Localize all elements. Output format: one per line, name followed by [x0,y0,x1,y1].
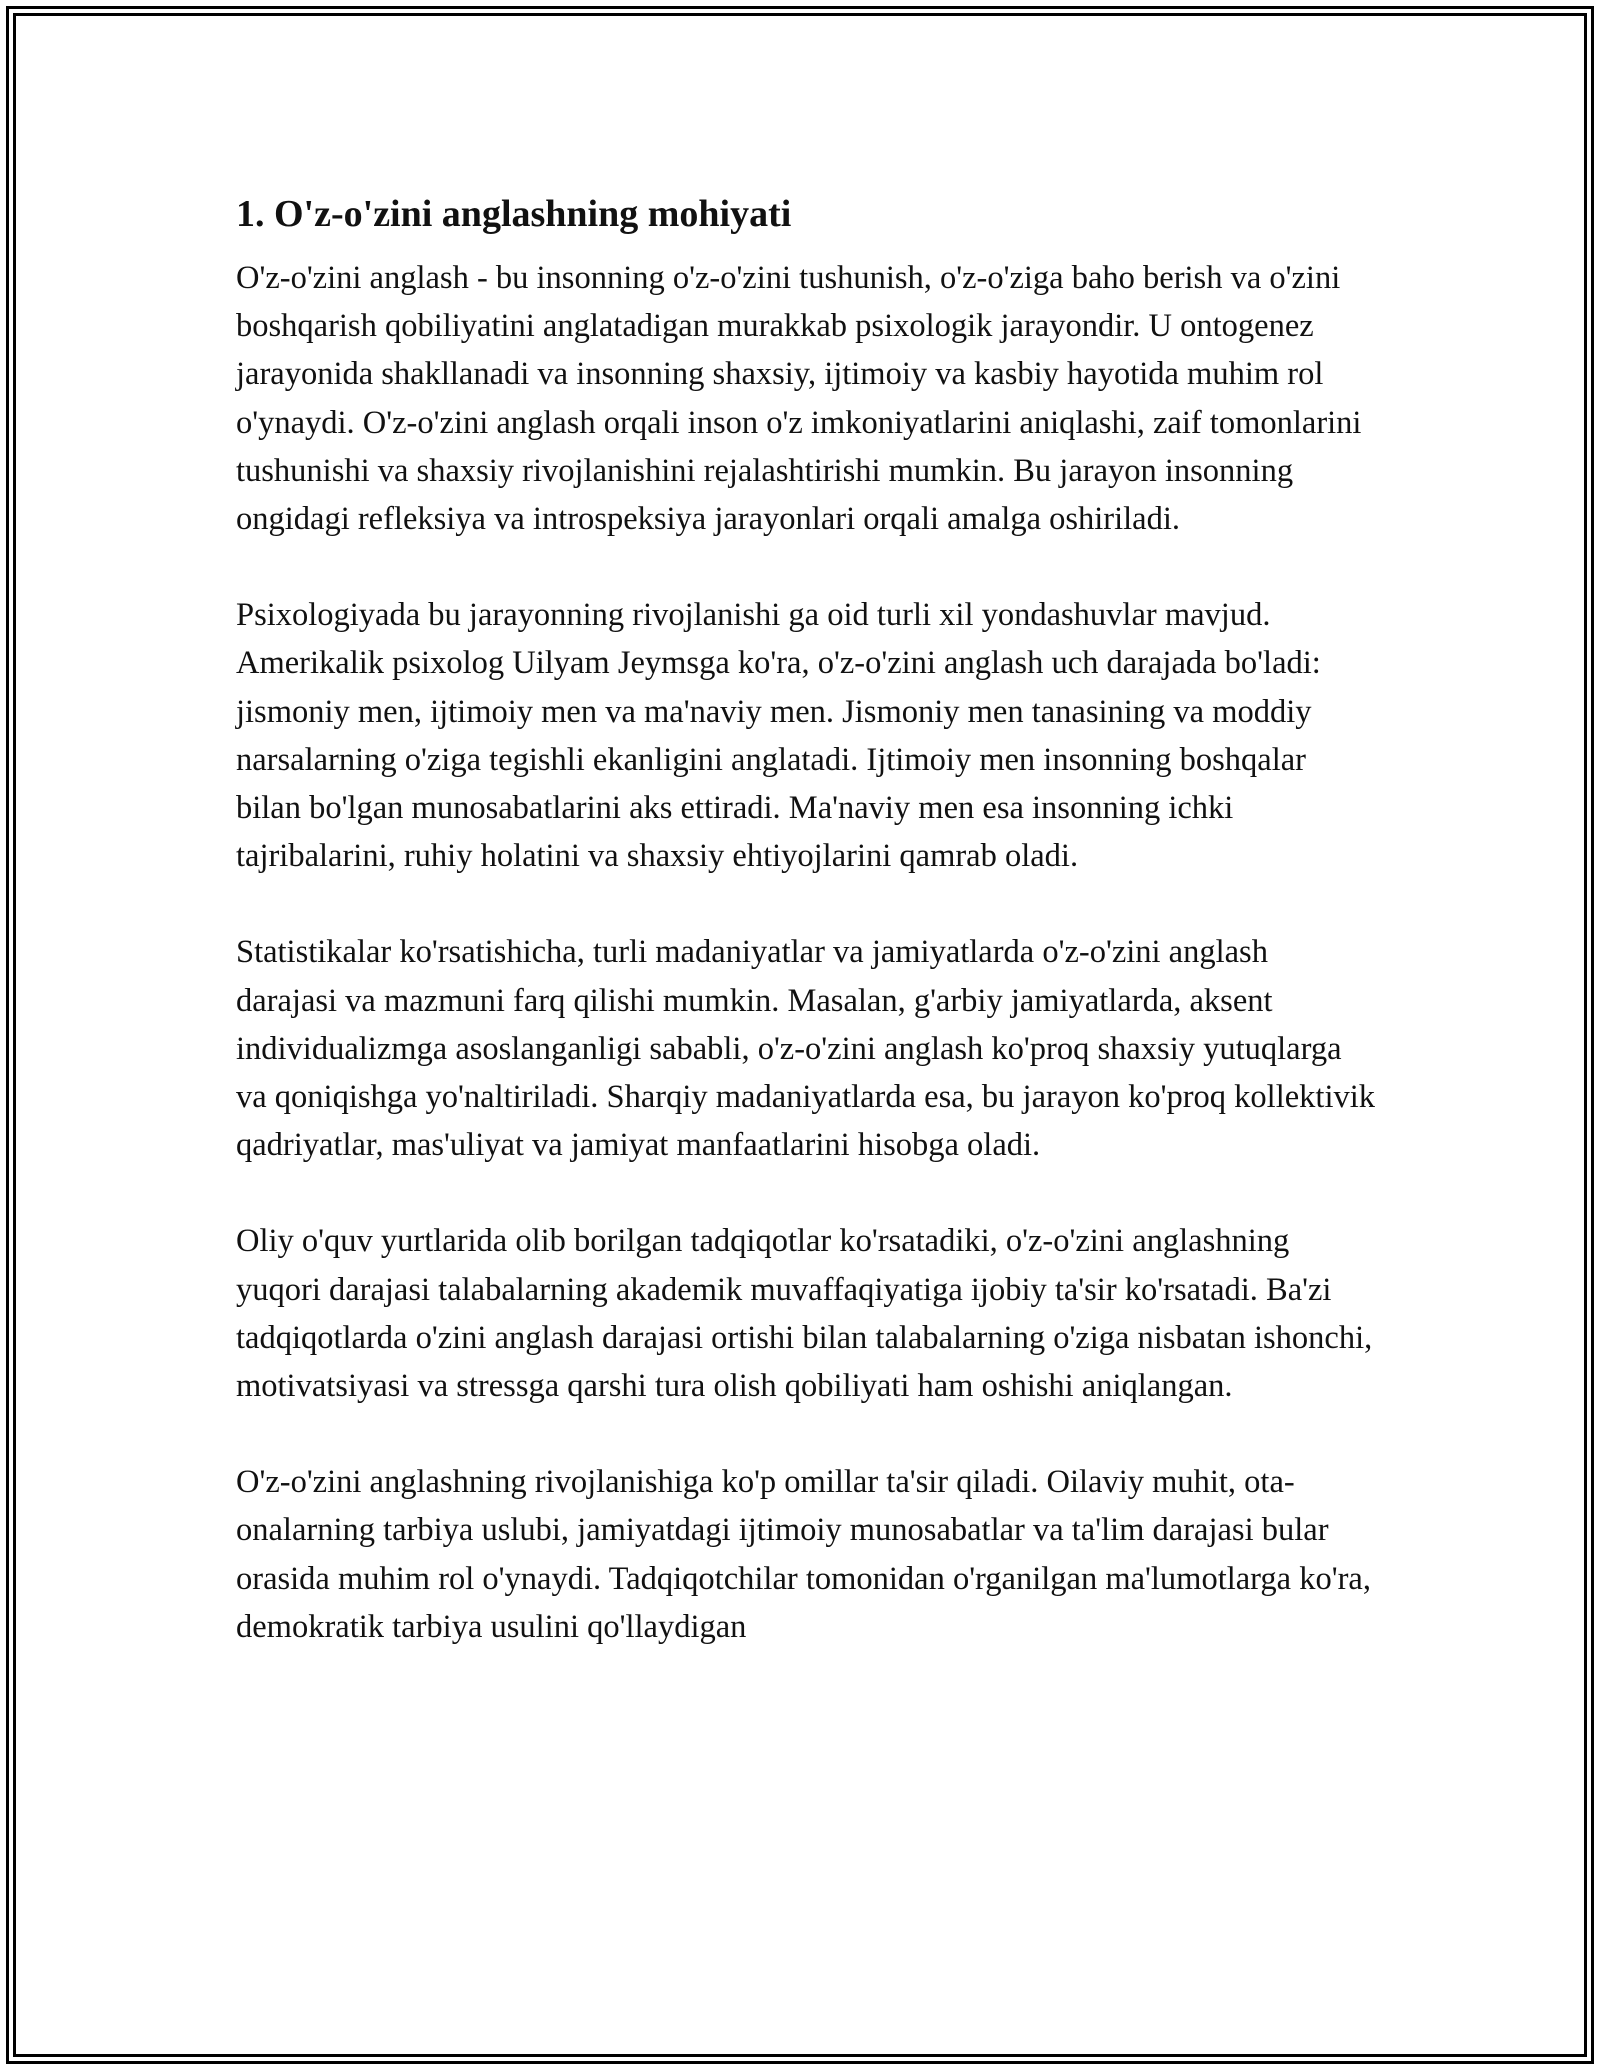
section-heading: 1. O'z-o'zini anglashning mohiyati [236,193,792,235]
paragraph-4: Oliy o'quv yurtlarida olib borilgan tadqiqotlar ko'rsatadiki, o'z-o'zini anglashning yuqori darajasi talabalarning akademik muvaffaqiyatiga ijobiy ta'sir ko'rsatadi. Ba'zi tadqiqotlarda o'zini anglash darajasi ortishi bilan talabalarning o'ziga nisbatan ishonchi, motivatsiyasi va stressga qarshi tura olish qobiliyati ham oshishi aniqlangan. [236,1223,1373,1405]
document-body [236,186,1376,1699]
paragraph-3: Statistikalar ko'rsatishicha, turli madaniyatlar va jamiyatlarda o'z-o'zini anglash darajasi va mazmuni farq qilishi mumkin. Masalan, g'arbiy jamiyatlarda, aksent individualizmga asoslanganligi sababli, o'z-o'zini anglash ko'proq shaxsiy yutuqlarga va qoniqishga yo'naltiriladi. Sharqiy madaniyatlarda esa, bu jarayon ko'proq kollektivik qadriyatlar, mas'uliyat va jamiyat manfaatlarini hisobga oladi. [236,934,1376,1164]
paragraph-1: O'z-o'zini anglash - bu insonning o'z-o'zini tushunish, o'z-o'ziga baho berish va o'zini boshqarish qobiliyatini anglatadigan murakkab psixologik jarayondir. U ontogenez jarayonida shakllanadi va insonning shaxsiy, ijtimoiy va kasbiy hayotida muhim rol o'ynaydi. O'z-o'zini anglash orqali inson o'z imkoniyatlarini aniqlashi, zaif tomonlarini tushunishi va shaxsiy rivojlanishini rejalashtirishi mumkin. Bu jarayon insonning ongidagi refleksiya va introspeksiya jarayonlari orqali amalga oshiriladi. [236,260,1362,538]
paragraph-2: Psixologiyada bu jarayonning rivojlanishi ga oid turli xil yondashuvlar mavjud. Amerikalik psixolog Uilyam Jeymsga ko'ra, o'z-o'zini anglash uch darajada bo'ladi: jismoniy men, ijtimoiy men va ma'naviy men. Jismoniy men tanasining va moddiy narsalarning o'ziga tegishli ekanligini anglatadi. Ijtimoiy men insonning boshqalar bilan bo'lgan munosabatlarini aks ettiradi. Ma'naviy men esa insonning ichki tajribalarini, ruhiy holatini va shaxsiy ehtiyojlarini qamrab oladi. [236,597,1321,875]
paragraph-5: O'z-o'zini anglashning rivojlanishiga ko'p omillar ta'sir qiladi. Oilaviy muhit, ota-onalarning tarbiya uslubi, jamiyatdagi ijtimoiy munosabatlar va ta'lim darajasi bular orasida muhim rol o'ynaydi. Tadqiqotchilar tomonidan o'rganilgan ma'lumotlarga ko'ra, demokratik tarbiya usulini qo'llaydigan [236,1464,1371,1645]
